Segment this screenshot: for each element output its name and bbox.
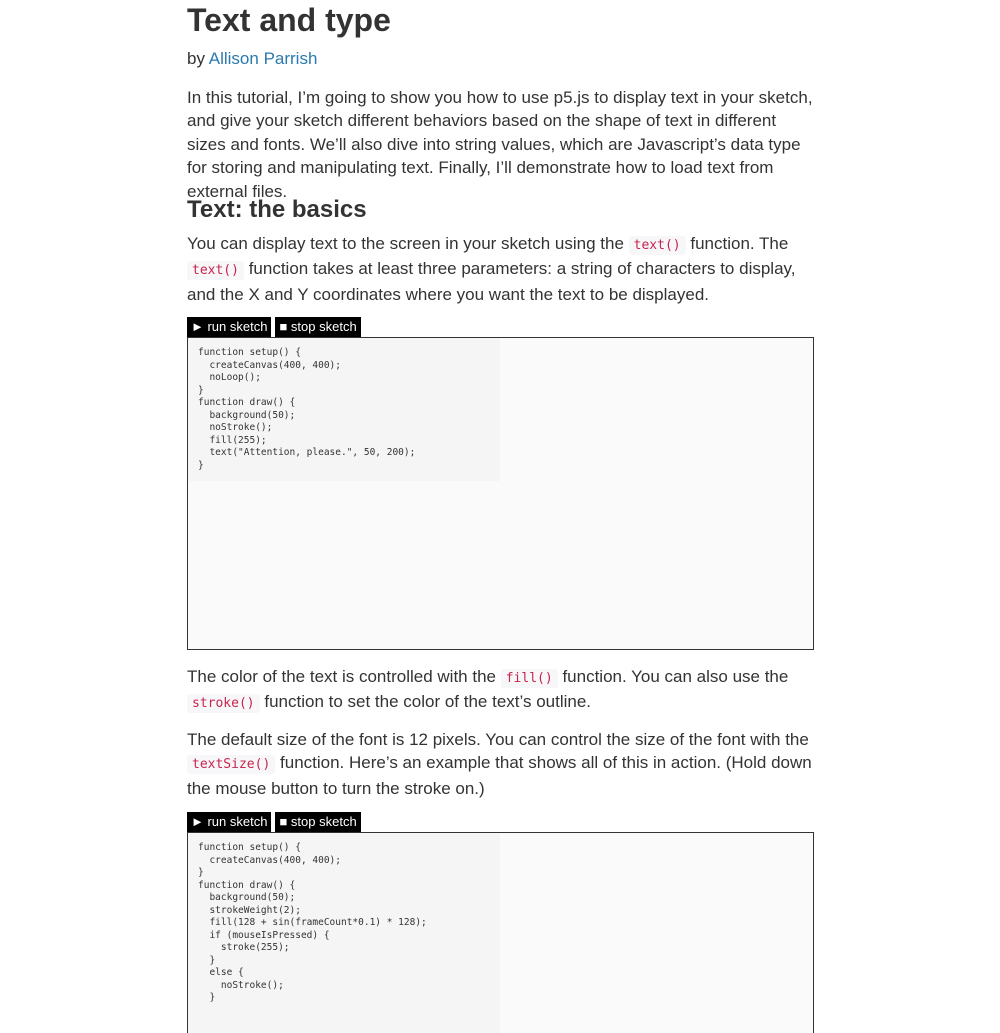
inline-code-textsize: textSize() bbox=[187, 755, 275, 774]
color-paragraph bbox=[187, 665, 814, 716]
stop-sketch-button[interactable]: ■ stop sketch bbox=[275, 812, 360, 832]
inline-code-stroke: stroke() bbox=[187, 694, 260, 713]
paragraph-text: The default size of the font is 12 pixels. You can control the size of the font with the bbox=[187, 730, 809, 749]
code-block[interactable]: function setup() { createCanvas(400, 400); } function draw() { background(50); strokeWeight(2); fill(128 + sin(frameCount*0.1) * 128); if (mouseIsPressed) { stroke(255); } else { noStroke(); } bbox=[188, 833, 500, 1033]
sketch-controls bbox=[187, 317, 361, 337]
author-link[interactable]: Allison Parrish bbox=[208, 49, 318, 68]
inline-code-fill: fill() bbox=[501, 669, 558, 688]
paragraph-text: function to set the color of the text’s outline. bbox=[264, 692, 592, 712]
byline bbox=[187, 48, 317, 70]
sketch-panel[interactable] bbox=[187, 832, 814, 1033]
inline-code-text: text() bbox=[187, 261, 244, 280]
paragraph-text: function takes at least three parameters: a string of characters to display, and the X and Y coordinates where you want the text to be displayed. bbox=[187, 259, 796, 304]
paragraph-text: The color of the text is controlled with the bbox=[187, 667, 496, 686]
size-paragraph bbox=[187, 728, 814, 800]
sketch-controls bbox=[187, 812, 361, 832]
paragraph-text: function. Here’s an example that shows all of this in action. (Hold down the mouse button to turn the stroke on.) bbox=[187, 753, 812, 798]
stop-sketch-button[interactable]: ■ stop sketch bbox=[275, 317, 360, 337]
run-sketch-button[interactable]: ► run sketch bbox=[187, 317, 271, 337]
intro-paragraph: In this tutorial, I’m going to show you how to use p5.js to display text in your sketch, and give your sketch different behaviors based on the shape of text in different sizes and fonts. We’ll also dive into string values, which are Javascript’s data type for storing and manipulating text. Finally, I’ll demonstrate how to load text from external files. bbox=[187, 88, 813, 201]
paragraph-text: function. You can also use the bbox=[562, 667, 789, 686]
byline-prefix: by bbox=[187, 49, 205, 68]
sketch-panel[interactable] bbox=[187, 337, 814, 650]
paragraph-text: You can display text to the screen in your sketch using the bbox=[187, 234, 624, 253]
inline-code-text: text() bbox=[629, 236, 686, 255]
code-block[interactable]: function setup() { createCanvas(400, 400); noLoop(); } function draw() { background(50); noStroke(); fill(255); text("Attention, please.", 50, 200); } bbox=[188, 338, 500, 481]
section-heading: Text: the basics bbox=[187, 196, 367, 223]
run-sketch-button[interactable]: ► run sketch bbox=[187, 812, 271, 832]
page-title: Text and type bbox=[187, 2, 391, 38]
basics-paragraph bbox=[187, 232, 814, 306]
paragraph-text: function. The bbox=[690, 234, 789, 253]
